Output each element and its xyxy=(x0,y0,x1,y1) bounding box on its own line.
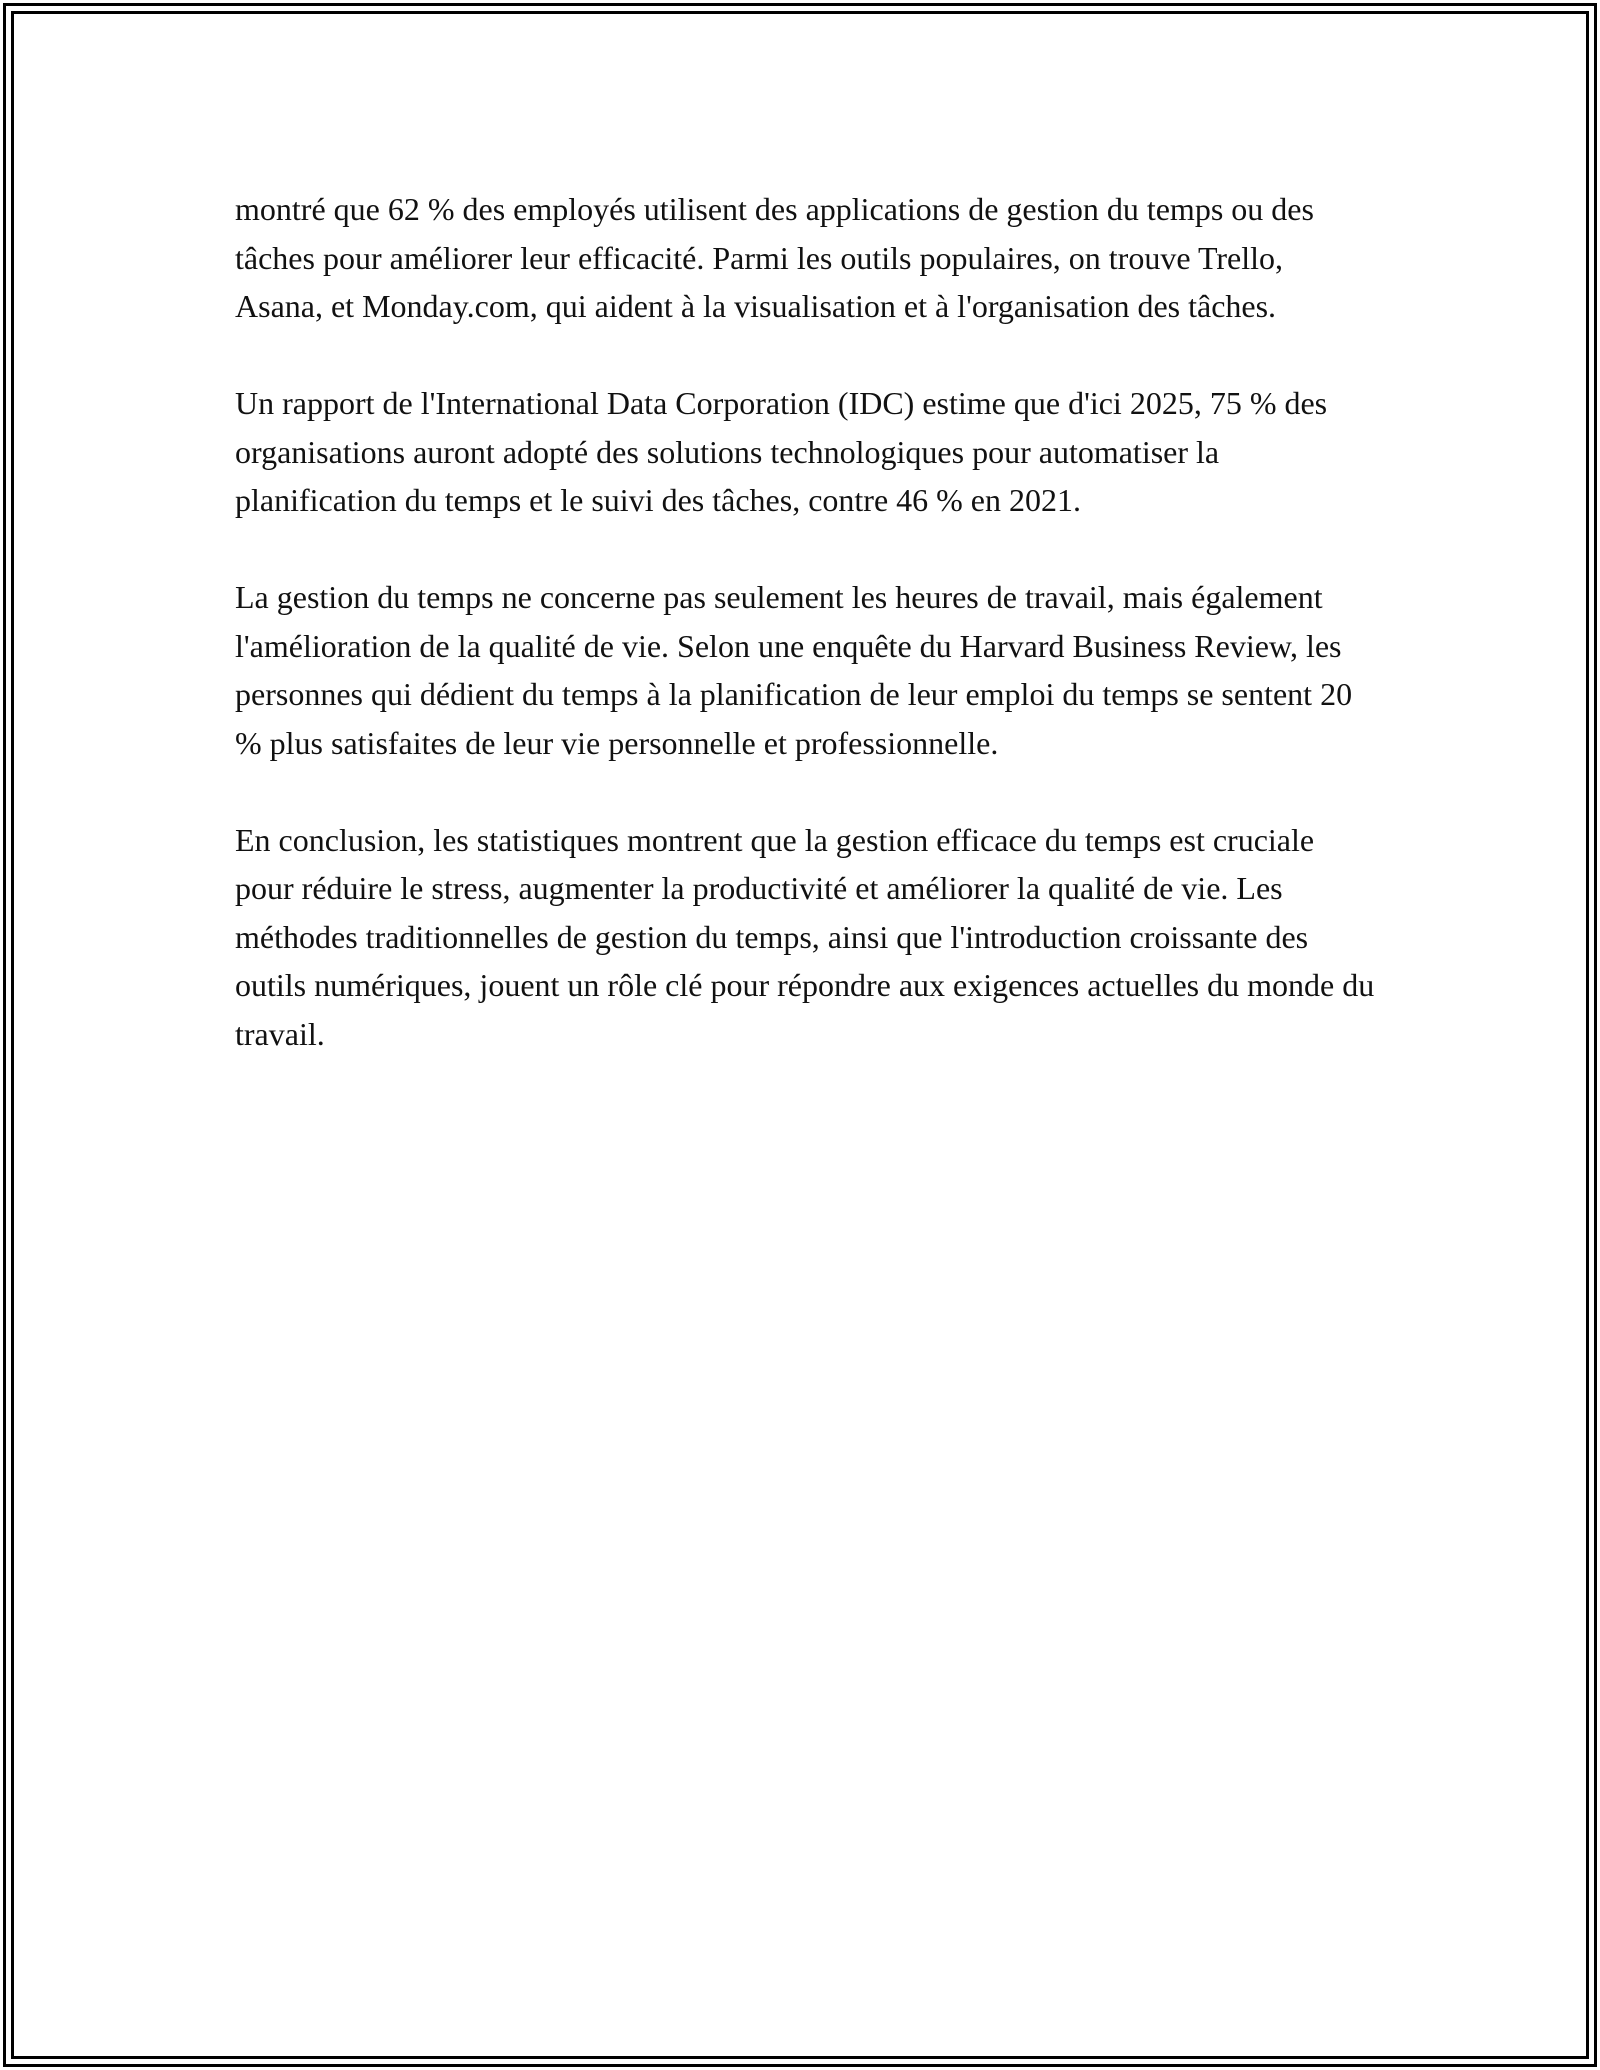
paragraph-tools: montré que 62 % des employés utilisent des applications de gestion du temps ou des tâches pour améliorer leur efficacité. Parmi les outils populaires, on trouve Trello, Asana, et Monday.com, qui aident à la visualisation et à l'organisation des tâches. xyxy=(235,191,1314,324)
paragraph-idc-report: Un rapport de l'International Data Corporation (IDC) estime que d'ici 2025, 75 % des organisations auront adopté des solutions technologiques pour automatiser la planification du temps et le suivi des tâches, contre 46 % en 2021. xyxy=(235,385,1328,518)
document-body xyxy=(235,185,1375,1107)
paragraph-quality-of-life: La gestion du temps ne concerne pas seulement les heures de travail, mais également l'amélioration de la qualité de vie. Selon une enquête du Harvard Business Review, les personnes qui dédient du temps à la planification de leur emploi du temps se sentent 20 % plus satisfaites de leur vie personnelle et professionnelle. xyxy=(235,579,1353,761)
paragraph-conclusion: En conclusion, les statistiques montrent que la gestion efficace du temps est cruciale pour réduire le stress, augmenter la productivité et améliorer la qualité de vie. Les méthodes traditionnelles de gestion du temps, ainsi que l'introduction croissante des outils numériques, jouent un rôle clé pour répondre aux exigences actuelles du monde du travail. xyxy=(235,821,1375,1052)
